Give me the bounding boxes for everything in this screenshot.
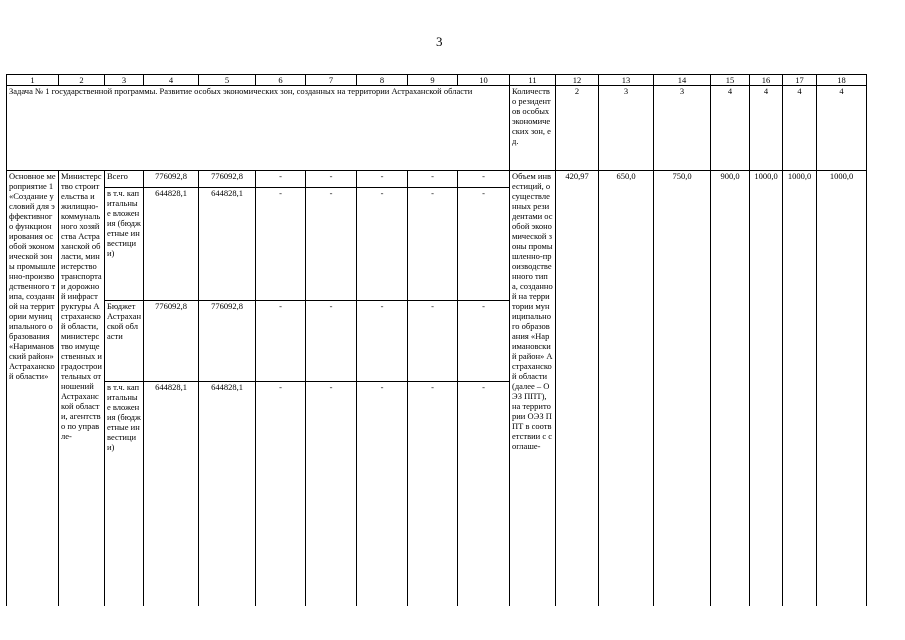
funding-total: 776092,8 [144, 301, 199, 382]
col-num: 14 [654, 75, 711, 86]
col-num: 4 [144, 75, 199, 86]
funding-source: в т.ч. капитальные вложения (бюджетные инвестиции) [105, 188, 144, 301]
funding-dash: - [306, 188, 357, 301]
col-num: 16 [750, 75, 783, 86]
indicator-value: 1000,0 [783, 171, 817, 607]
funding-dash: - [306, 171, 357, 188]
funding-dash: - [357, 171, 408, 188]
funding-total: 644828,1 [144, 188, 199, 301]
funding-dash: - [458, 171, 510, 188]
indicator-value: 420,97 [556, 171, 599, 607]
task-value: 4 [783, 86, 817, 171]
col-num: 10 [458, 75, 510, 86]
funding-dash: - [458, 382, 510, 607]
task-value: 2 [556, 86, 599, 171]
activity-name: Основное мероприятие 1 «Создание условий для эффективного функционирования особой экономической зоны промышленно-производственного типа, созданной на территории муниципального образования «Наримановский район» Астраханской области» [7, 171, 59, 607]
funding-dash: - [256, 171, 306, 188]
funding-total: 776092,8 [144, 171, 199, 188]
funding-dash: - [256, 301, 306, 382]
funding-year: 776092,8 [199, 171, 256, 188]
indicator-value: 900,0 [711, 171, 750, 607]
table-row [7, 171, 867, 188]
task-value: 3 [599, 86, 654, 171]
indicator-value: 1000,0 [750, 171, 783, 607]
funding-total: 644828,1 [144, 382, 199, 607]
funding-source: Всего [105, 171, 144, 188]
col-num: 3 [105, 75, 144, 86]
program-table [6, 74, 867, 606]
col-num: 7 [306, 75, 357, 86]
funding-source: Бюджет Астраханской области [105, 301, 144, 382]
funding-dash: - [357, 188, 408, 301]
funding-dash: - [306, 301, 357, 382]
funding-dash: - [256, 188, 306, 301]
funding-year: 776092,8 [199, 301, 256, 382]
task-value: 4 [750, 86, 783, 171]
column-number-row [7, 75, 867, 86]
col-num: 15 [711, 75, 750, 86]
activity-indicator: Объем инвестиций, осуществленных резидентами особой экономической зоны промышленно-производственного типа, созданной на территории муниципального образования «Наримановский район» Астраханской области (далее – ОЭЗ ППТ), на территории ОЭЗ ППТ в соответствии с соглаше- [510, 171, 556, 607]
col-num: 6 [256, 75, 306, 86]
funding-dash: - [458, 188, 510, 301]
funding-year: 644828,1 [199, 382, 256, 607]
indicator-value: 1000,0 [817, 171, 867, 607]
funding-year: 644828,1 [199, 188, 256, 301]
task-value: 4 [711, 86, 750, 171]
col-num: 9 [408, 75, 458, 86]
funding-source: в т.ч. капитальные вложения (бюджетные инвестиции) [105, 382, 144, 607]
indicator-value: 650,0 [599, 171, 654, 607]
task-row [7, 86, 867, 171]
page-number: 3 [436, 34, 443, 49]
col-num: 13 [599, 75, 654, 86]
task-title: Задача № 1 государственной программы. Развитие особых экономических зон, созданных на территории Астраханской области [7, 86, 510, 171]
funding-dash: - [256, 382, 306, 607]
funding-dash: - [357, 382, 408, 607]
funding-dash: - [357, 301, 408, 382]
col-num: 1 [7, 75, 59, 86]
funding-dash: - [458, 301, 510, 382]
task-indicator: Количество резидентов особых экономических зон, ед. [510, 86, 556, 171]
funding-dash: - [306, 382, 357, 607]
task-value: 4 [817, 86, 867, 171]
funding-dash: - [408, 382, 458, 607]
task-value: 3 [654, 86, 711, 171]
activity-executor: Министерство строительства и жилищно-коммунального хозяйства Астраханской области, министерство транспорта и дорожной инфраструктуры Астраханской области, министерство имущественных и градостроительных отношений Астраханской области, агентство по управле- [59, 171, 105, 607]
col-num: 2 [59, 75, 105, 86]
col-num: 17 [783, 75, 817, 86]
indicator-value: 750,0 [654, 171, 711, 607]
funding-dash: - [408, 188, 458, 301]
col-num: 8 [357, 75, 408, 86]
funding-dash: - [408, 171, 458, 188]
col-num: 5 [199, 75, 256, 86]
col-num: 11 [510, 75, 556, 86]
col-num: 18 [817, 75, 867, 86]
funding-dash: - [408, 301, 458, 382]
col-num: 12 [556, 75, 599, 86]
